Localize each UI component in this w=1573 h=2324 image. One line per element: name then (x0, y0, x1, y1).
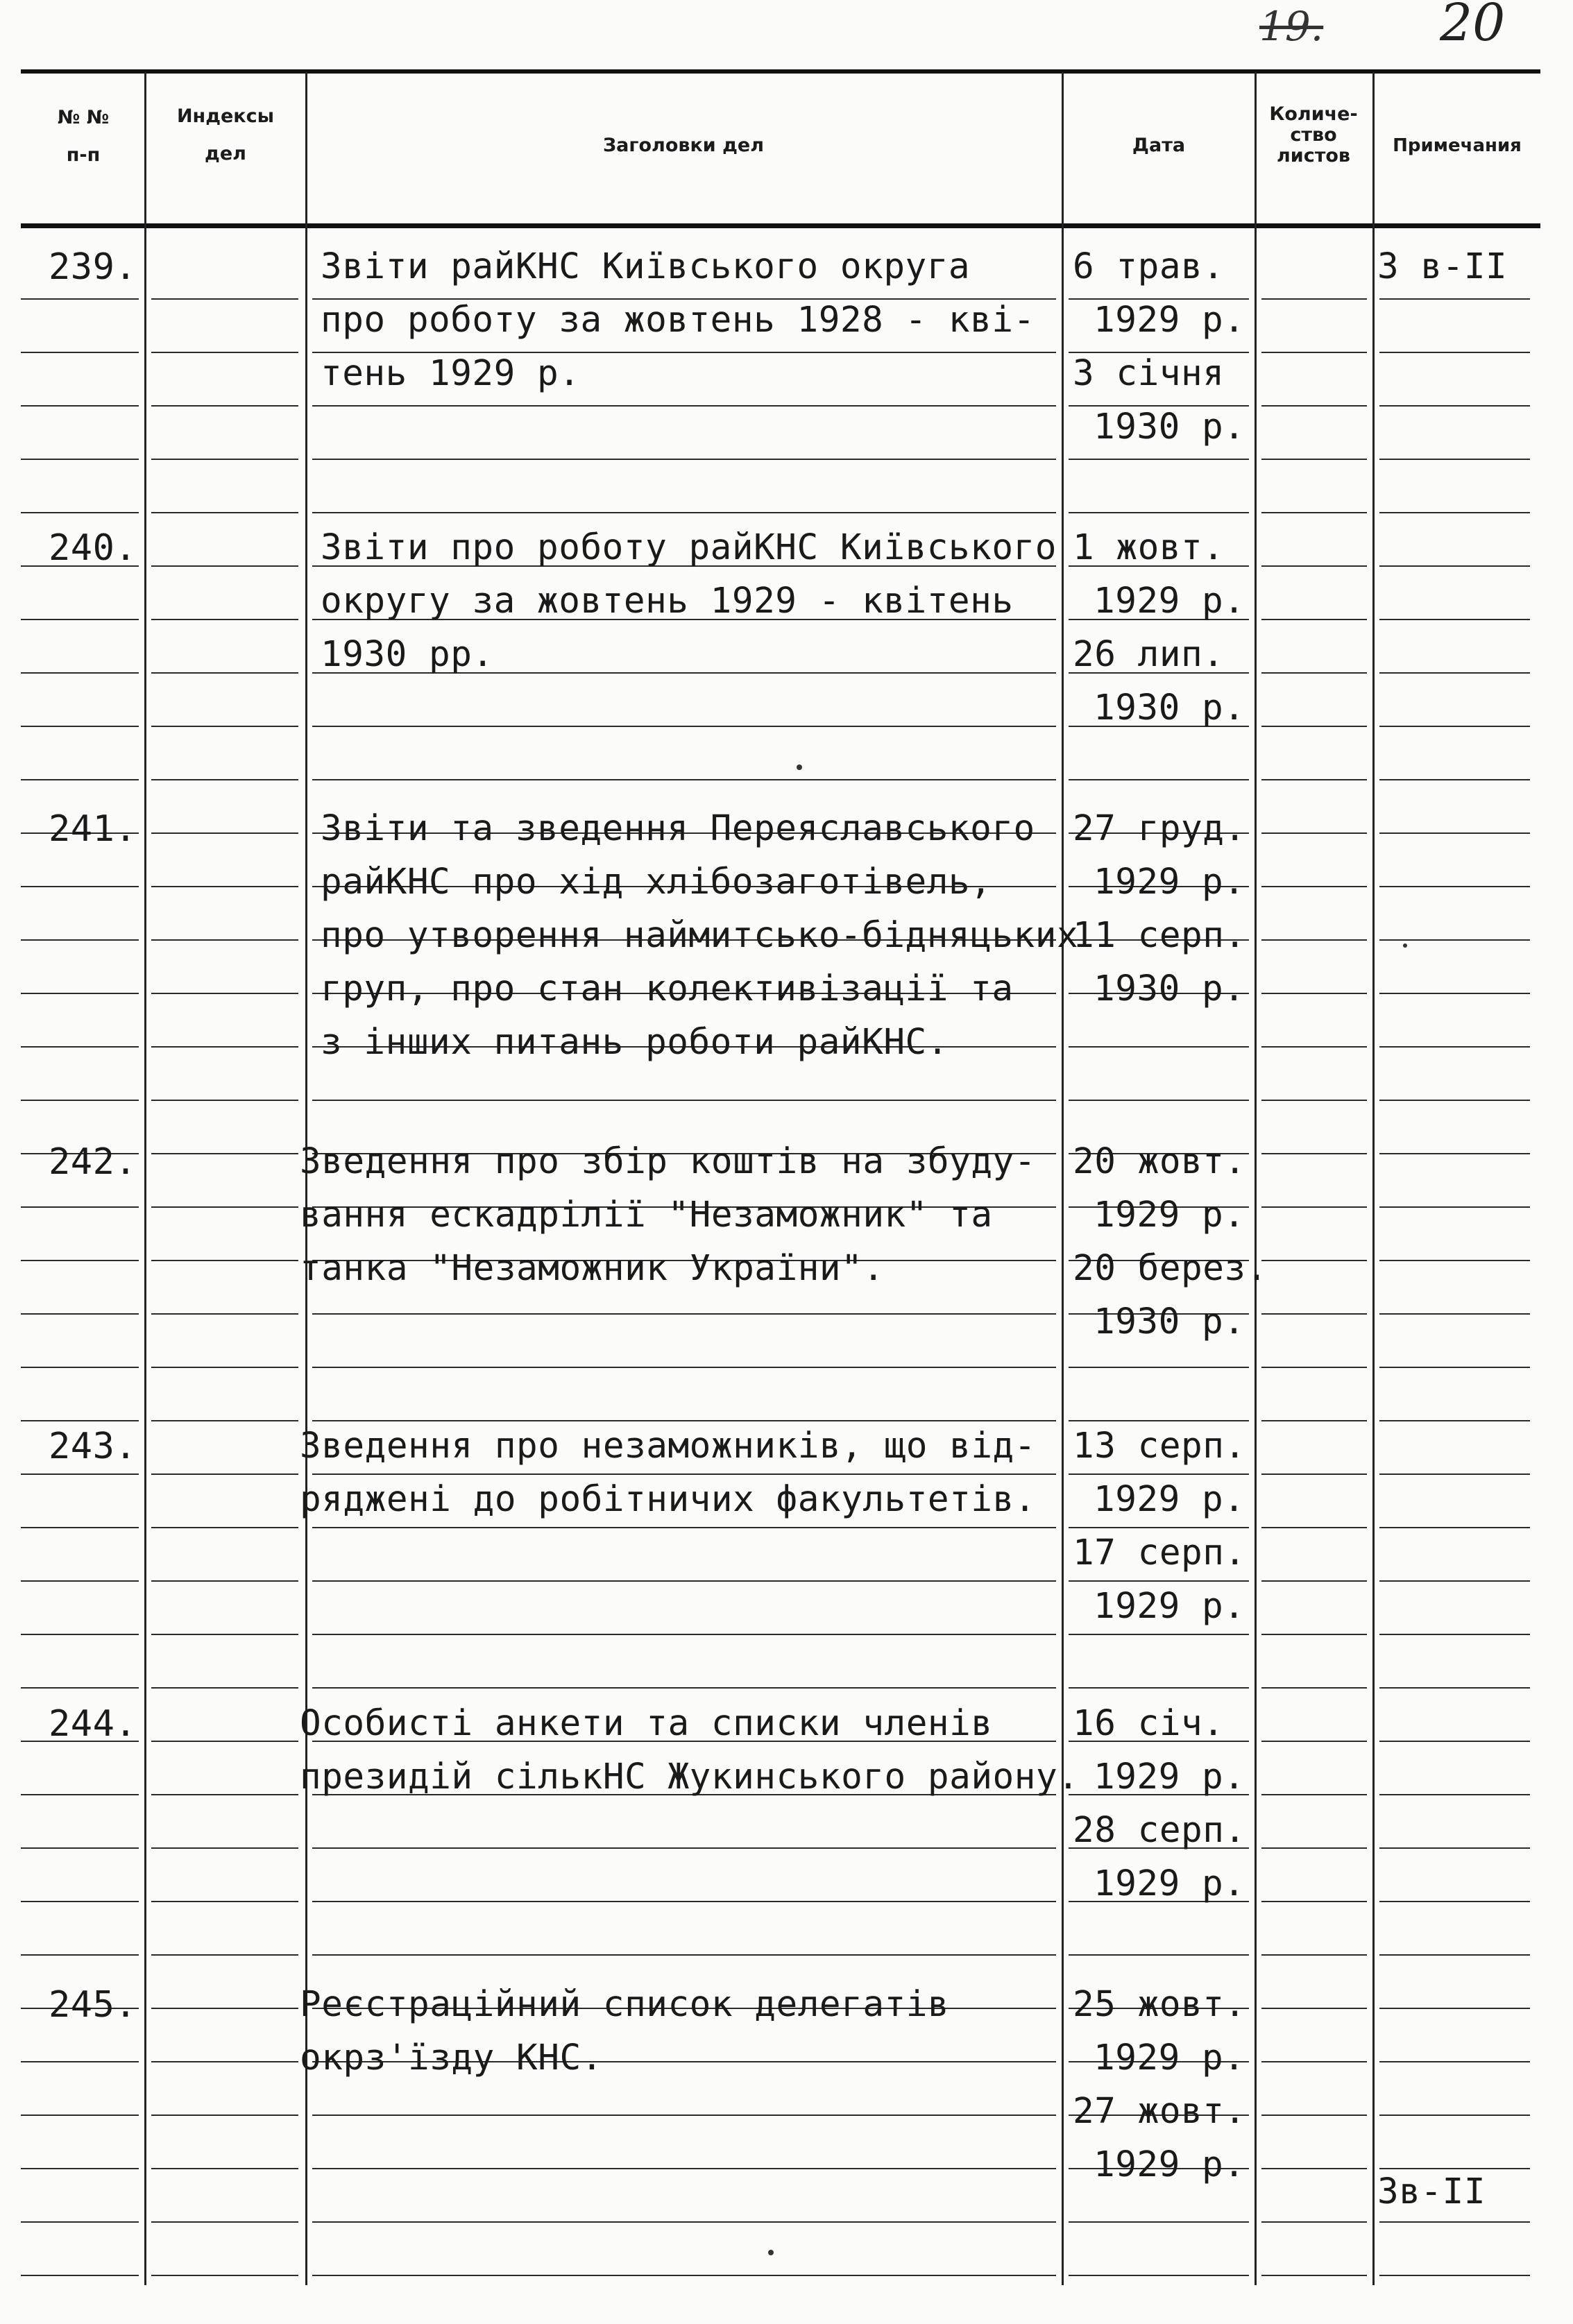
ruled-line (151, 1954, 298, 1956)
ruled-line (312, 1580, 1056, 1582)
ruled-line (1261, 993, 1367, 994)
ruled-line (312, 459, 1056, 460)
ruled-line (151, 1634, 298, 1635)
ruled-line (21, 1313, 139, 1315)
ruled-line (21, 939, 139, 941)
ruled-line (312, 1367, 1056, 1368)
header-date: Дата (1132, 135, 1186, 156)
ruled-line (1261, 1313, 1367, 1315)
ruled-line (1069, 1473, 1249, 1475)
entry-date-line: 11 серп. (1073, 915, 1246, 956)
ruled-line (1069, 1634, 1249, 1635)
ruled-line (312, 1527, 1056, 1528)
entry-title-line: ряджені до робітничих факультетів. (300, 1479, 1036, 1520)
ruled-line (1261, 459, 1367, 460)
entry-date-line: 1929 р. (1094, 1863, 1245, 1904)
entry-date-line: 1930 р. (1094, 687, 1245, 728)
ruled-line (151, 939, 298, 941)
ruled-line (312, 779, 1056, 780)
ruled-line (1261, 726, 1367, 727)
ruled-line (1261, 2221, 1367, 2223)
ruled-line (21, 1580, 139, 1582)
ruled-line (1261, 2275, 1367, 2276)
entry-title-line: райКНС про хід хлібозаготівель, (321, 862, 992, 903)
header-sheets: Количе- ство листов (1269, 103, 1358, 166)
entry-title-line: танка "Незаможник України". (300, 1248, 885, 1289)
ruled-line (21, 1527, 139, 1528)
stray-mark (768, 2250, 774, 2255)
ruled-line (151, 1046, 298, 1048)
page-number: 20 (1440, 0, 1506, 53)
stray-mark (797, 764, 802, 770)
ruled-line (1379, 2061, 1530, 2062)
ruled-line (21, 2275, 139, 2276)
ruled-line (1261, 2061, 1367, 2062)
ruled-line (1261, 832, 1367, 834)
ruled-line (1069, 1687, 1249, 1689)
ruled-line (151, 1100, 298, 1101)
ruled-line (151, 1901, 298, 1902)
ruled-line (312, 405, 1056, 407)
header-title: Заголовки дел (602, 135, 764, 156)
entry-number: 245. (49, 1984, 137, 2026)
ruled-line (151, 832, 298, 834)
ruled-line (151, 1153, 298, 1154)
entry-number: 243. (49, 1426, 137, 1467)
entry-date-line: 25 жовт. (1073, 1984, 1246, 2025)
column-divider (1062, 72, 1064, 2285)
ruled-line (312, 1847, 1056, 1849)
ruled-line (151, 619, 298, 620)
entry-number: 241. (49, 808, 137, 850)
ruled-line (1379, 512, 1530, 513)
ruled-line (21, 2114, 139, 2116)
ruled-line (21, 886, 139, 887)
ruled-line (151, 459, 298, 460)
entry-title-line: про роботу за жовтень 1928 - кві- (321, 300, 1035, 341)
entry-date-line: 1 жовт. (1073, 527, 1225, 568)
ruled-line (312, 2114, 1056, 2116)
entry-date-line: 28 серп. (1073, 1810, 1246, 1851)
entry-title-line: Зведення про незаможників, що від- (300, 1426, 1036, 1467)
ruled-line (21, 1634, 139, 1635)
ruled-line (1261, 1527, 1367, 1528)
entry-title-line: округу за жовтень 1929 - квітень (321, 581, 1014, 622)
ruled-line (1379, 1901, 1530, 1902)
ruled-line (1261, 1473, 1367, 1475)
ruled-line (1261, 1954, 1367, 1956)
entry-title-line: президій сількНС Жукинського району. (300, 1757, 1080, 1797)
ruled-line (1261, 886, 1367, 887)
entry-date-line: 1929 р. (1094, 581, 1245, 622)
ruled-line (21, 2168, 139, 2169)
ruled-line (312, 1901, 1056, 1902)
entry-date-line: 26 лип. (1073, 634, 1225, 675)
ruled-line (1379, 2114, 1530, 2116)
ruled-line (1379, 1794, 1530, 1795)
ruled-line (21, 779, 139, 780)
ruled-line (1379, 1367, 1530, 1368)
ruled-line (151, 2275, 298, 2276)
ruled-line (151, 2168, 298, 2169)
ruled-line (1069, 1367, 1249, 1368)
ruled-line (151, 1473, 298, 1475)
ruled-line (1261, 939, 1367, 941)
ruled-line (1261, 1260, 1367, 1261)
ruled-line (21, 1687, 139, 1689)
ruled-line (21, 1420, 139, 1421)
entry-date-line: 20 жовт. (1073, 1141, 1246, 1182)
ruled-line (21, 726, 139, 727)
ruled-line (1379, 1153, 1530, 1154)
ruled-line (1261, 1206, 1367, 1208)
ruled-line (21, 1794, 139, 1795)
ruled-line (1261, 1687, 1367, 1689)
ruled-line (21, 1367, 139, 1368)
ruled-line (151, 352, 298, 353)
header-number: № № п-п (57, 107, 110, 166)
ruled-line (312, 1954, 1056, 1956)
ruled-line (1069, 1527, 1249, 1528)
entry-date-line: 20 берез. (1073, 1248, 1268, 1289)
ruled-line (1069, 1420, 1249, 1421)
ruled-line (21, 1100, 139, 1101)
ruled-line (21, 459, 139, 460)
entry-date-line: 27 груд. (1073, 808, 1246, 849)
ruled-line (312, 1473, 1056, 1475)
ruled-line (1379, 1954, 1530, 1956)
ruled-line (21, 1206, 139, 1208)
ruled-line (312, 2275, 1056, 2276)
entry-date-line: 1929 р. (1094, 1757, 1245, 1797)
ruled-line (21, 298, 139, 300)
ruled-line (151, 2114, 298, 2116)
entry-note: 3 в-II (1377, 246, 1508, 287)
entry-number: 244. (49, 1703, 137, 1745)
ruled-line (1379, 1046, 1530, 1048)
ruled-line (151, 886, 298, 887)
ruled-line (151, 512, 298, 513)
ruled-line (151, 2061, 298, 2062)
ruled-line (1379, 1687, 1530, 1689)
ruled-line (1069, 2221, 1249, 2223)
ruled-line (21, 1046, 139, 1048)
ruled-line (151, 2221, 298, 2223)
ruled-line (21, 352, 139, 353)
ruled-line (151, 1741, 298, 1742)
ruled-line (151, 1847, 298, 1849)
ruled-line (1069, 1954, 1249, 1956)
ruled-line (1379, 726, 1530, 727)
ruled-line (1379, 672, 1530, 674)
ruled-line (21, 1260, 139, 1261)
entry-title-line: про утворення наймитсько-бідняцьких (321, 915, 1079, 956)
ruled-line (21, 2061, 139, 2062)
ruled-line (1379, 779, 1530, 780)
ruled-line (1069, 779, 1249, 780)
ruled-line (151, 1420, 298, 1421)
ruled-line (1379, 2275, 1530, 2276)
ruled-line (1379, 2221, 1530, 2223)
ruled-line (1261, 352, 1367, 353)
ruled-line (21, 512, 139, 513)
ruled-line (151, 1206, 298, 1208)
entry-title-line: Зведення про збір коштів на збуду- (300, 1141, 1036, 1182)
ruled-line (1261, 405, 1367, 407)
ruled-line (312, 1313, 1056, 1315)
entry-date-line: 1930 р. (1094, 968, 1245, 1009)
ruled-line (312, 2221, 1056, 2223)
ruled-line (1261, 1847, 1367, 1849)
ruled-line (1261, 1153, 1367, 1154)
ruled-line (1069, 512, 1249, 513)
ruled-line (1261, 779, 1367, 780)
ruled-line (151, 565, 298, 567)
ruled-line (1379, 1527, 1530, 1528)
ruled-line (1379, 352, 1530, 353)
entry-number: 242. (49, 1141, 137, 1183)
ruled-line (1379, 565, 1530, 567)
old-page-number: 19. (1259, 3, 1324, 50)
ruled-line (151, 1260, 298, 1261)
ruled-line (1261, 512, 1367, 513)
ruled-line (1379, 1313, 1530, 1315)
ruled-line (1261, 298, 1367, 300)
ruled-line (21, 672, 139, 674)
ruled-line (21, 1473, 139, 1475)
ruled-line (1379, 405, 1530, 407)
entry-date-line: 1929 р. (1094, 1586, 1245, 1627)
ruled-line (1379, 832, 1530, 834)
column-divider (144, 72, 146, 2285)
ruled-line (1261, 619, 1367, 620)
ruled-line (1069, 459, 1249, 460)
entry-title-line: Звіти про роботу райКНС Київського (321, 527, 1057, 568)
header-index: Индексы дел (176, 105, 275, 164)
ruled-line (21, 1954, 139, 1956)
header-notes: Примечания (1393, 135, 1522, 156)
entry-date-line: 3 січня (1073, 353, 1225, 394)
ruled-line (1379, 1206, 1530, 1208)
entry-date-line: 1930 р. (1094, 1301, 1245, 1342)
ruled-line (312, 1687, 1056, 1689)
ruled-line (1379, 939, 1530, 941)
entry-date-line: 1929 р. (1094, 1479, 1245, 1520)
ruled-line (1261, 2168, 1367, 2169)
entry-title-line: Особисті анкети та списки членів (300, 1703, 993, 1744)
table-top-border (21, 69, 1540, 74)
ruled-line (1261, 1741, 1367, 1742)
ruled-line (1379, 1473, 1530, 1475)
ruled-line (312, 726, 1056, 727)
ruled-line (21, 405, 139, 407)
ruled-line (1261, 1420, 1367, 1421)
entry-date-line: 1929 р. (1094, 1195, 1245, 1236)
entry-title-line: 1930 рр. (321, 634, 494, 675)
ruled-line (1069, 1100, 1249, 1101)
entry-note: 3в-II (1377, 2171, 1486, 2212)
ruled-line (21, 993, 139, 994)
entry-title-line: Реєстраційний список делегатів (300, 1984, 950, 2025)
entry-date-line: 13 серп. (1073, 1426, 1246, 1467)
ruled-line (312, 2168, 1056, 2169)
stray-mark (1403, 943, 1407, 948)
ruled-line (312, 1634, 1056, 1635)
ruled-line (151, 298, 298, 300)
entry-title-line: Звіти та зведення Переяславського (321, 808, 1035, 849)
header-bottom-border (21, 223, 1540, 228)
entry-date-line: 1929 р. (1094, 2037, 1245, 2078)
ruled-line (151, 1527, 298, 1528)
ruled-line (1379, 1420, 1530, 1421)
ruled-line (151, 1687, 298, 1689)
ruled-line (151, 2008, 298, 2009)
ruled-line (1261, 1367, 1367, 1368)
ruled-line (312, 1420, 1056, 1421)
ruled-line (1261, 1901, 1367, 1902)
ruled-line (1261, 2114, 1367, 2116)
column-divider (1255, 72, 1257, 2285)
ruled-line (1379, 2168, 1530, 2169)
ruled-line (1379, 886, 1530, 887)
ruled-line (1379, 619, 1530, 620)
ruled-line (1379, 1634, 1530, 1635)
entry-date-line: 1929 р. (1094, 862, 1245, 903)
ruled-line (1069, 1046, 1249, 1048)
entry-number: 239. (49, 246, 137, 288)
ruled-line (151, 672, 298, 674)
entry-number: 240. (49, 527, 137, 569)
entry-title-line: груп, про стан колективізації та (321, 968, 1014, 1009)
ruled-line (151, 1794, 298, 1795)
ruled-line (151, 779, 298, 780)
ruled-line (1379, 1847, 1530, 1849)
ruled-line (1261, 1794, 1367, 1795)
ruled-line (1379, 1741, 1530, 1742)
ruled-line (151, 1367, 298, 1368)
ruled-line (312, 1100, 1056, 1101)
ruled-line (21, 1847, 139, 1849)
entry-title-line: вання ескадрілії "Незаможник" та (300, 1195, 993, 1236)
ruled-line (1379, 1260, 1530, 1261)
entry-date-line: 1930 р. (1094, 407, 1245, 447)
ruled-line (1379, 2008, 1530, 2009)
ruled-line (151, 993, 298, 994)
entry-date-line: 1929 р. (1094, 2144, 1245, 2185)
ruled-line (1069, 2275, 1249, 2276)
ruled-line (151, 1580, 298, 1582)
ruled-line (312, 512, 1056, 513)
entry-title-line: Звіти райКНС Київського округа (321, 246, 971, 287)
entry-date-line: 27 жовт. (1073, 2091, 1246, 2132)
ruled-line (1379, 993, 1530, 994)
ruled-line (1261, 1046, 1367, 1048)
ruled-line (1261, 672, 1367, 674)
ruled-line (21, 2221, 139, 2223)
ruled-line (151, 405, 298, 407)
ruled-line (1379, 1100, 1530, 1101)
ruled-line (1261, 1580, 1367, 1582)
ruled-line (1069, 1580, 1249, 1582)
entry-title-line: окрз'їзду КНС. (300, 2037, 603, 2078)
ruled-line (1261, 1634, 1367, 1635)
entry-title-line: тень 1929 р. (321, 353, 581, 394)
ruled-line (1261, 565, 1367, 567)
ruled-line (1261, 1100, 1367, 1101)
ruled-line (21, 1901, 139, 1902)
ruled-line (1379, 298, 1530, 300)
entry-date-line: 17 серп. (1073, 1532, 1246, 1573)
entry-date-line: 1929 р. (1094, 300, 1245, 341)
ruled-line (1261, 2008, 1367, 2009)
ruled-line (151, 726, 298, 727)
entry-date-line: 16 січ. (1073, 1703, 1225, 1744)
entry-title-line: з інших питань роботи райКНС. (321, 1022, 949, 1063)
entry-date-line: 6 трав. (1073, 246, 1225, 287)
column-divider (1372, 72, 1375, 2285)
ruled-line (1379, 1580, 1530, 1582)
ruled-line (1379, 459, 1530, 460)
ruled-line (151, 1313, 298, 1315)
ruled-line (21, 619, 139, 620)
